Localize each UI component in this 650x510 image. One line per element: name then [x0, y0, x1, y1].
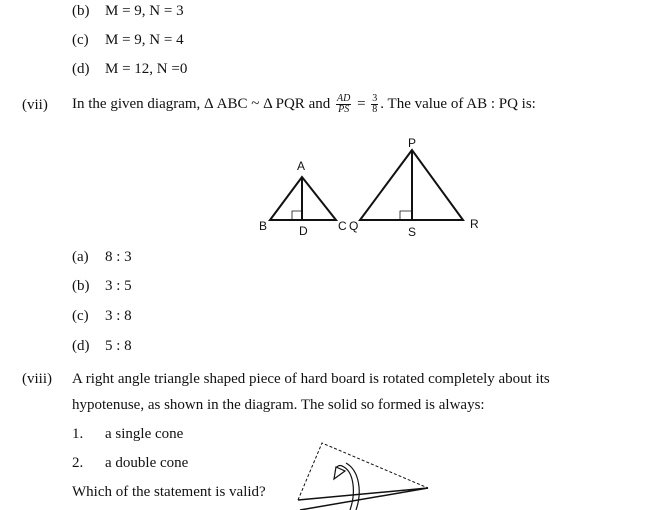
question-number: (viii) [22, 371, 52, 387]
right-angle-mark-d [292, 211, 302, 220]
option-label: (c) [72, 32, 89, 48]
option-text: 3 : 8 [105, 308, 132, 324]
option-label: (a) [72, 249, 89, 265]
vertex-label-b: B [259, 219, 268, 233]
question-line-1: A right angle triangle shaped piece of hard board is rotated completely about its [72, 371, 550, 387]
right-angle-mark-s [400, 211, 412, 220]
question-prompt: Which of the statement is valid? [72, 484, 266, 500]
vertex-label-r: R [470, 217, 479, 231]
option-text: 3 : 5 [105, 278, 132, 294]
question-number: (vii) [22, 97, 48, 113]
triangle-lower-solid [300, 488, 428, 510]
triangle-abc [270, 177, 336, 220]
vertex-label-q: Q [349, 219, 359, 233]
fraction-denominator: 8 [372, 104, 378, 116]
equals-sign: = [357, 96, 366, 112]
similar-triangles-diagram [250, 135, 490, 240]
fraction-ad-ps [336, 94, 351, 115]
option-label: (b) [72, 278, 90, 294]
fraction-numerator: 3 [372, 93, 378, 105]
question-text-end: . The value of AB : PQ is: [380, 96, 536, 112]
statement-text: a single cone [105, 426, 184, 442]
option-text: M = 9, N = 3 [105, 3, 184, 19]
hypotenuse-axis [298, 488, 428, 500]
option-label: (d) [72, 61, 90, 77]
vertex-label-c: C [338, 219, 347, 233]
option-text: M = 9, N = 4 [105, 32, 184, 48]
vertex-label-a: A [297, 159, 306, 173]
statement-label: 2. [72, 455, 84, 471]
fraction-denominator: PS [338, 104, 350, 116]
statement-label: 1. [72, 426, 84, 442]
question-text-start: In the given diagram, Δ ABC ~ Δ PQR and [72, 96, 331, 112]
foot-label-d: D [299, 224, 308, 238]
option-label: (b) [72, 3, 90, 19]
statement-text: a double cone [105, 455, 189, 471]
option-label: (c) [72, 308, 89, 324]
triangle-pqr [360, 150, 463, 220]
arrow-head-icon [334, 467, 345, 479]
question-line-2: hypotenuse, as shown in the diagram. The solid so formed is always: [72, 397, 485, 413]
fraction-three-eighths [371, 94, 378, 115]
option-label: (d) [72, 338, 90, 354]
option-text: M = 12, N =0 [105, 61, 188, 77]
rotating-triangle-diagram [270, 435, 450, 510]
option-text: 5 : 8 [105, 338, 132, 354]
question-text [72, 91, 536, 117]
fraction-numerator: AD [336, 93, 351, 105]
vertex-label-p: P [408, 136, 417, 150]
foot-label-s: S [408, 225, 417, 239]
option-text: 8 : 3 [105, 249, 132, 265]
